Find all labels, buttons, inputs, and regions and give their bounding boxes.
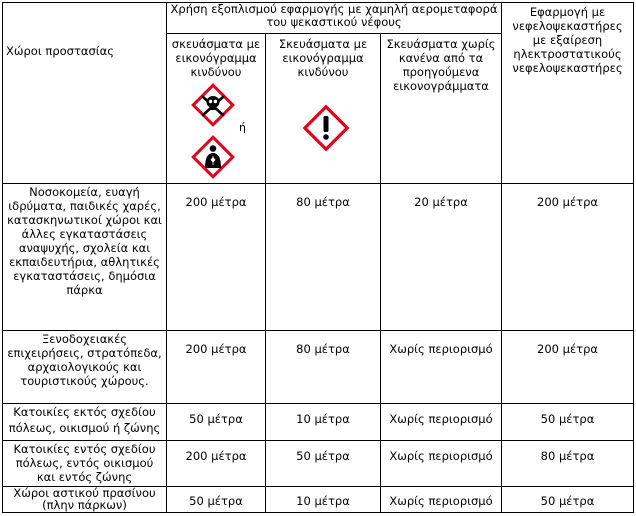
table-row-3-area: Κατοικίες εκτός σχεδίου πόλεως, οικισμού ή ζώνης — [8, 405, 161, 435]
table-row-1-area: Νοσοκομεία, ευαγή ιδρύματα, παιδικές χαρές, κατασκηνωτικοί χώροι και άλλες εγκαταστάσεις αναψυχής, σχολεία και εκπαιδευτήρια, αθλητικές εγκαταστάσεις, δημόσια πάρκα — [7, 185, 162, 297]
exclamation-hazard-icon — [301, 103, 351, 153]
skull-crossbones-hazard-icon — [190, 82, 236, 128]
table-row-3-none: Χωρίς περιορισμό — [389, 412, 493, 426]
header-low-altitude-group: Χρήση εξοπλισμού εφαρμογής με χαμηλή αεροµεταφορά του ψεκαστικού νέφους — [170, 2, 498, 29]
table-row-4-toxic: 200 μέτρα — [185, 449, 247, 463]
table-row-2-area: Ξενοδοχειακές επιχειρήσεις, στρατόπεδα, αρχαιολογικούς και τουριστικούς χώρους. — [7, 332, 162, 388]
table-row-5-toxic: 50 μέτρα — [189, 494, 243, 508]
table-row-4-area: Κατοικίες εντός σχεδίου πόλεως, εντός οικισμού και εντός ζώνης — [13, 442, 156, 484]
table-row-1-toxic: 200 μέτρα — [185, 195, 247, 209]
header-col-exclaim: Σκευάσματα με εικονόγραμμα κινδύνου — [278, 37, 368, 79]
table-row-2-exclaim: 80 μέτρα — [296, 342, 350, 356]
table-row-5-none: Χωρίς περιορισμό — [389, 494, 493, 508]
table-row-2-sprayer: 200 μέτρα — [537, 342, 598, 356]
header-col-toxic: σκευάσματα με εικονόγραμμα κινδύνου — [171, 37, 261, 79]
table-row-5-sprayer: 50 μέτρα — [540, 494, 595, 508]
table-row-2-toxic: 200 μέτρα — [185, 342, 247, 356]
table-row-3-toxic: 50 μέτρα — [189, 412, 243, 426]
table-row-2-none: Χωρίς περιορισμό — [389, 342, 493, 356]
header-col-sprayer: Εφαρμογή με νεφελοψεκαστήρες με εξαίρεση ηλεκτροστατικούς νεφελοψεκαστήρες — [512, 5, 623, 75]
table-row-3-sprayer: 50 μέτρα — [540, 412, 595, 426]
health-hazard-icon — [190, 134, 236, 180]
table-row-1-sprayer: 200 μέτρα — [537, 195, 598, 209]
table-row-4-sprayer: 80 μέτρα — [540, 449, 595, 463]
table-row-5-exclaim: 10 μέτρα — [296, 494, 350, 508]
header-or-text: ή — [239, 121, 246, 134]
table-row-4-exclaim: 50 μέτρα — [296, 449, 350, 463]
table-row-1-exclaim: 80 μέτρα — [296, 195, 350, 209]
table-row-3-exclaim: 10 μέτρα — [296, 412, 350, 426]
header-col-none: Σκευάσματα χωρίς κανένα από τα προηγούμενα εικονογράμματα — [386, 37, 496, 93]
table-row-5-area: Χώροι αστικού πρασίνου (πλην πάρκων) — [13, 486, 156, 512]
header-protection-areas: Χώροι προστασίας — [6, 44, 114, 58]
table-row-1-none: 20 μέτρα — [414, 195, 468, 209]
table-row-4-none: Χωρίς περιορισμό — [389, 449, 493, 463]
